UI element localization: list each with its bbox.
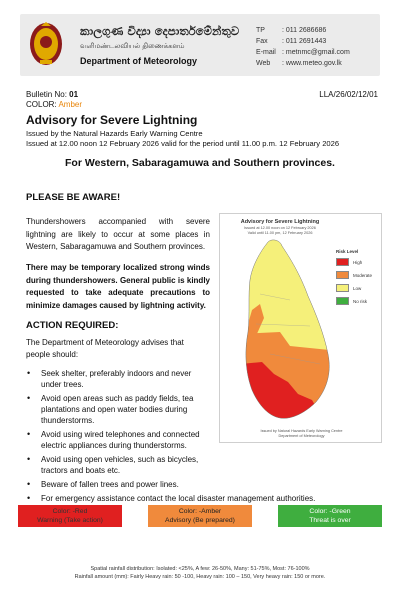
advisory-title: Advisory for Severe Lightning [26,113,198,127]
contact-block [256,25,350,69]
contact-value: : 011 2691443 [282,38,327,45]
green-level-box [278,505,382,527]
red-level-box [18,505,122,527]
legend-swatch-no-risk [336,297,349,305]
contact-web [256,58,350,69]
issued-at: Issued at 12.00 noon 12 February 2026 valid for the period until 11.00 p.m. 12 February 2026 [26,139,340,148]
legend-item [336,284,372,292]
map-subtitle: Valid until 11.00 pm, 12 February 2026 [247,231,313,235]
list-item: • Beware of fallen trees and power lines. [26,479,356,490]
bulletin-color [26,100,82,109]
contact-tp [256,25,350,36]
red-level-desc: Warning (Take action) [37,517,103,524]
org-name-sinhala: කාලගුණ විද්‍යා දෙපාර්තමේන්තුව [80,24,240,38]
map-credit: Issued by Natural Hazards Early Warning Centre [260,429,343,433]
amber-level-desc: Advisory (Be prepared) [165,517,235,524]
green-level-title: Color: -Green [309,508,351,515]
contact-fax [256,36,350,47]
org-name-tamil: வளிமண்டலவியல் திணைக்களம் [80,42,185,50]
contact-key: Fax [256,38,268,45]
legend-swatch-moderate [336,271,349,279]
bulletin-color-value: Amber [58,100,83,109]
header-banner [20,14,380,76]
contact-value[interactable]: : www.meteo.gov.lk [282,60,342,67]
amber-level-title: Color: -Amber [178,508,222,515]
legend-swatch-high [336,258,349,266]
map-subtitle: Issued at 12.00 noon on 12 February 2026 [244,226,316,230]
please-be-aware-heading: PLEASE BE AWARE! [26,192,121,203]
bulletin-number-value: 01 [69,90,79,99]
warning-level-boxes [18,505,382,527]
list-item: • Seek shelter, preferably indoors and never under trees. [26,368,210,390]
org-names [80,24,239,66]
legend-swatch-low [336,284,349,292]
legend-label: High [353,259,363,265]
legend-label: Moderate [353,272,373,278]
thundershower-paragraph: Thundershowers accompanied with severe lightning are likely to occur at some places in Western, Sabaragamuwa and Southern provinces. [26,217,210,251]
legend-item [336,271,372,279]
legend-title: Risk Level [336,249,359,254]
region-heading: For Western, Sabaragamuwa and Southern provinces. [65,157,335,169]
list-item: • For emergency assistance contact the local disaster management authorities. [26,493,356,504]
risk-map [219,213,382,443]
map-title: Advisory for Severe Lightning [240,219,320,225]
bulletin-ref: LLA/26/02/12/01 [319,90,378,99]
contact-key: TP [256,27,265,34]
bulletin-color-label: COLOR: [26,100,59,109]
map-credit: Department of Meteorology [278,434,325,438]
list-item: • Avoid using open vehicles, such as bicycles, tractors and boats etc. [26,454,210,476]
green-level-desc: Threat is over [309,517,351,524]
legend-label: Low [353,285,362,291]
bulletin-number-label: Bulletin No: [26,90,70,99]
contact-key: Web [256,60,271,67]
map-legend [336,249,372,310]
contact-key: E-mail [256,49,276,56]
list-item: • Avoid open areas such as paddy fields, tea plantations and open water bodies during thunderstorms. [26,393,210,426]
legend-item [336,258,372,266]
contact-value: : 011 2686686 [282,27,327,34]
legend-label: No risk [353,298,368,304]
action-required-heading: ACTION REQUIRED: [26,320,119,331]
bulletin-number [26,90,78,99]
list-item: • Avoid using wired telephones and connected electric appliances during thunderstorms. [26,429,210,451]
org-name-english: Department of Meteorology [80,56,198,66]
contact-email [256,47,350,58]
footer-spatial-note: Spatial rainfall distribution: Isolated: <25%, A few: 26-50%, Many: 51-75%, Most: 76-100% [90,566,310,572]
contact-value[interactable]: : metnmc@gmail.com [282,49,350,56]
precaution-paragraph: There may be temporary localized strong winds during thundershowers. General public is kindly requested to take adequate precautions to minimize damages caused by lightning activity. [26,263,210,310]
amber-level-box [148,505,252,527]
advice-intro: The Department of Meteorology advises that people should: [26,338,184,359]
issued-by: Issued by the Natural Hazards Early Warning Centre [26,129,203,138]
legend-item [336,297,372,305]
sri-lanka-emblem-icon [28,20,64,68]
footer-rainfall-note: Rainfall amount (mm): Fairly Heavy rain: 50 -100, Heavy rain: 100 – 150, Very heavy rain: 150 or more. [74,574,326,580]
red-level-title: Color: -Red [52,508,88,515]
